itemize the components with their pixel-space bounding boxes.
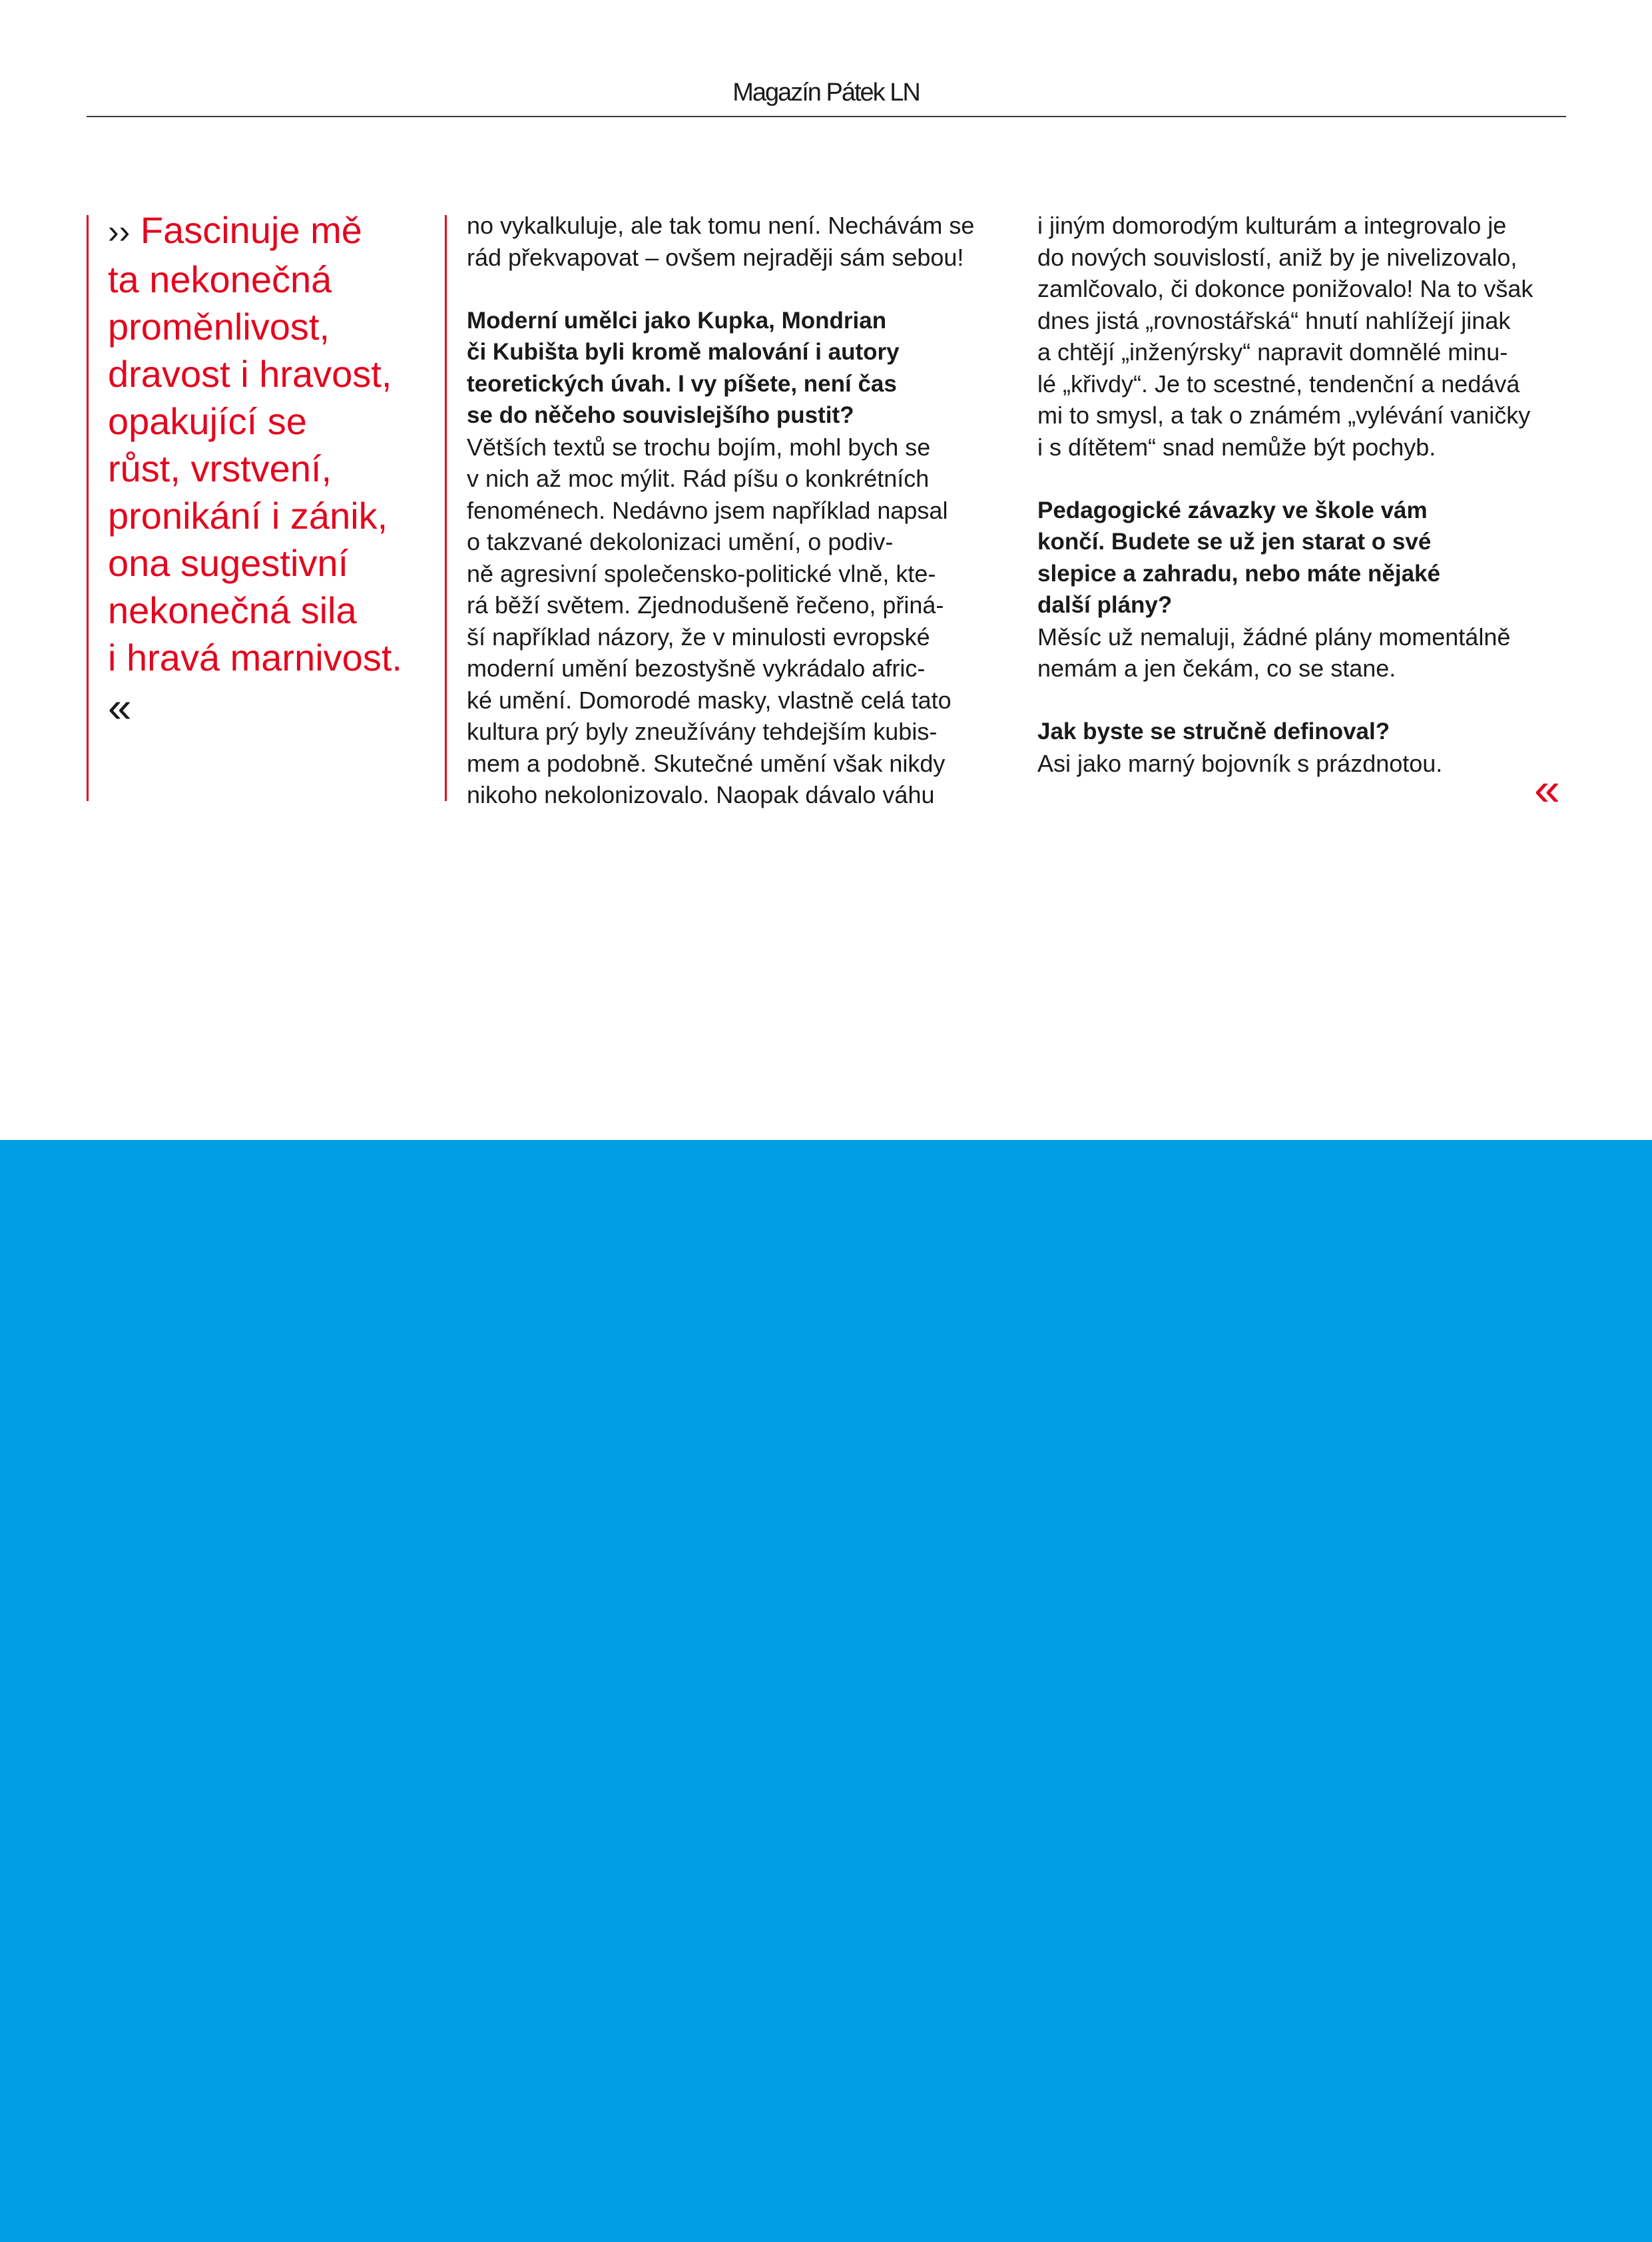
body-line: o takzvané dekolonizaci umění, o podiv- [467,528,894,555]
body-line: zamlčovalo, či dokonce ponižovalo! Na to však [1037,275,1533,302]
pull-quote-rule [87,215,89,801]
body-line: moderní umění bezostyšně vykrádalo afric- [467,655,926,682]
quote-open-mark: ›› [108,213,131,250]
body-line: kultura prý byly zneužívány tehdejším kubis- [467,718,938,745]
pull-quote-line: proměnlivost, [108,306,330,348]
body-line: rá běží světem. Zjednodušeně řečeno, přiná- [467,591,944,619]
body-line: nemám a jen čekám, co se stane. [1037,655,1396,682]
body-line: mem a podobně. Skutečné umění však nikdy [467,749,946,777]
interview-question-line: Pedagogické závazky ve škole vám [1037,497,1428,523]
body-line: rád překvapovat – ovšem nejraději sám sebou! [467,243,964,271]
body-line: ší například názory, že v minulosti evropské [467,623,930,651]
interview-question-line: slepice a zahradu, nebo máte nějaké [1037,560,1440,587]
body-line: i s dítětem“ snad nemůže být pochyb. [1037,433,1436,461]
interview-question-line: či Kubišta byli kromě malování i autory [467,339,900,365]
body-line: dnes jistá „rovnostářská“ hnutí nahlížejí jinak [1037,306,1511,334]
interview-question-line: další plány? [1037,592,1173,618]
body-line: mi to smysl, a tak o známém „vylévání vaničky [1037,402,1531,429]
body-line: ně agresivní společensko-politické vlně, kte- [467,559,936,587]
pull-quote-line: ta nekonečná [108,258,332,300]
interview-question-line: končí. Budete se už jen starat o své [1037,529,1432,555]
body-line: do nových souvislostí, aniž by je nivelizovalo, [1037,243,1517,271]
header-divider [87,116,1566,117]
body-line: a chtějí „inženýrsky“ napravit domnělé minu- [1037,338,1508,366]
article-column-2 [467,210,993,811]
body-line: ké umění. Domorodé masky, vlastně celá tato [467,686,952,714]
body-line: Větších textů se trochu bojím, mohl bych se [467,433,931,461]
pull-quote-line: Fascinuje mě [140,209,362,251]
pull-quote-line: opakující se [108,400,307,442]
interview-question-line: Jak byste se stručně definoval? [1037,718,1390,744]
article-column-3 [1037,210,1570,779]
pull-quote-line: nekonečná sila [108,589,357,631]
body-line: no vykalkuluje, ale tak tomu není. Nechávám se [467,212,975,239]
blue-panel [0,1140,1652,2242]
quote-close-mark: « [108,683,132,731]
pull-quote-line: i hravá marnivost. [108,637,402,679]
body-line: lé „křivdy“. Je to scestné, tendenční a nedává [1037,370,1520,398]
interview-question-line: se do něčeho souvislejšího pustit? [467,402,854,428]
pull-quote-line: dravost i hravost, [108,353,392,395]
article-end-mark: « [1534,763,1560,815]
column-divider-rule [445,215,447,801]
pull-quote [108,206,427,730]
pull-quote-line: růst, vrstvení, [108,447,332,489]
pull-quote-line: ona sugestivní [108,542,349,584]
magazine-header-title: Magazín Pátek LN [732,79,920,107]
body-line: fenoménech. Nedávno jsem například napsal [467,496,948,524]
body-line: Měsíc už nemaluji, žádné plány momentálně [1037,623,1511,651]
body-line: v nich až moc mýlit. Rád píšu o konkrétních [467,465,930,492]
body-line: Asi jako marný bojovník s prázdnotou. [1037,749,1443,777]
body-line: i jiným domorodým kulturám a integrovalo je [1037,212,1507,239]
pull-quote-line: pronikání i zánik, [108,495,388,537]
interview-question-line: Moderní umělci jako Kupka, Mondrian [467,307,887,334]
body-line: nikoho nekolonizovalo. Naopak dávalo váhu [467,781,935,808]
interview-question-line: teoretických úvah. I vy píšete, není čas [467,370,897,397]
